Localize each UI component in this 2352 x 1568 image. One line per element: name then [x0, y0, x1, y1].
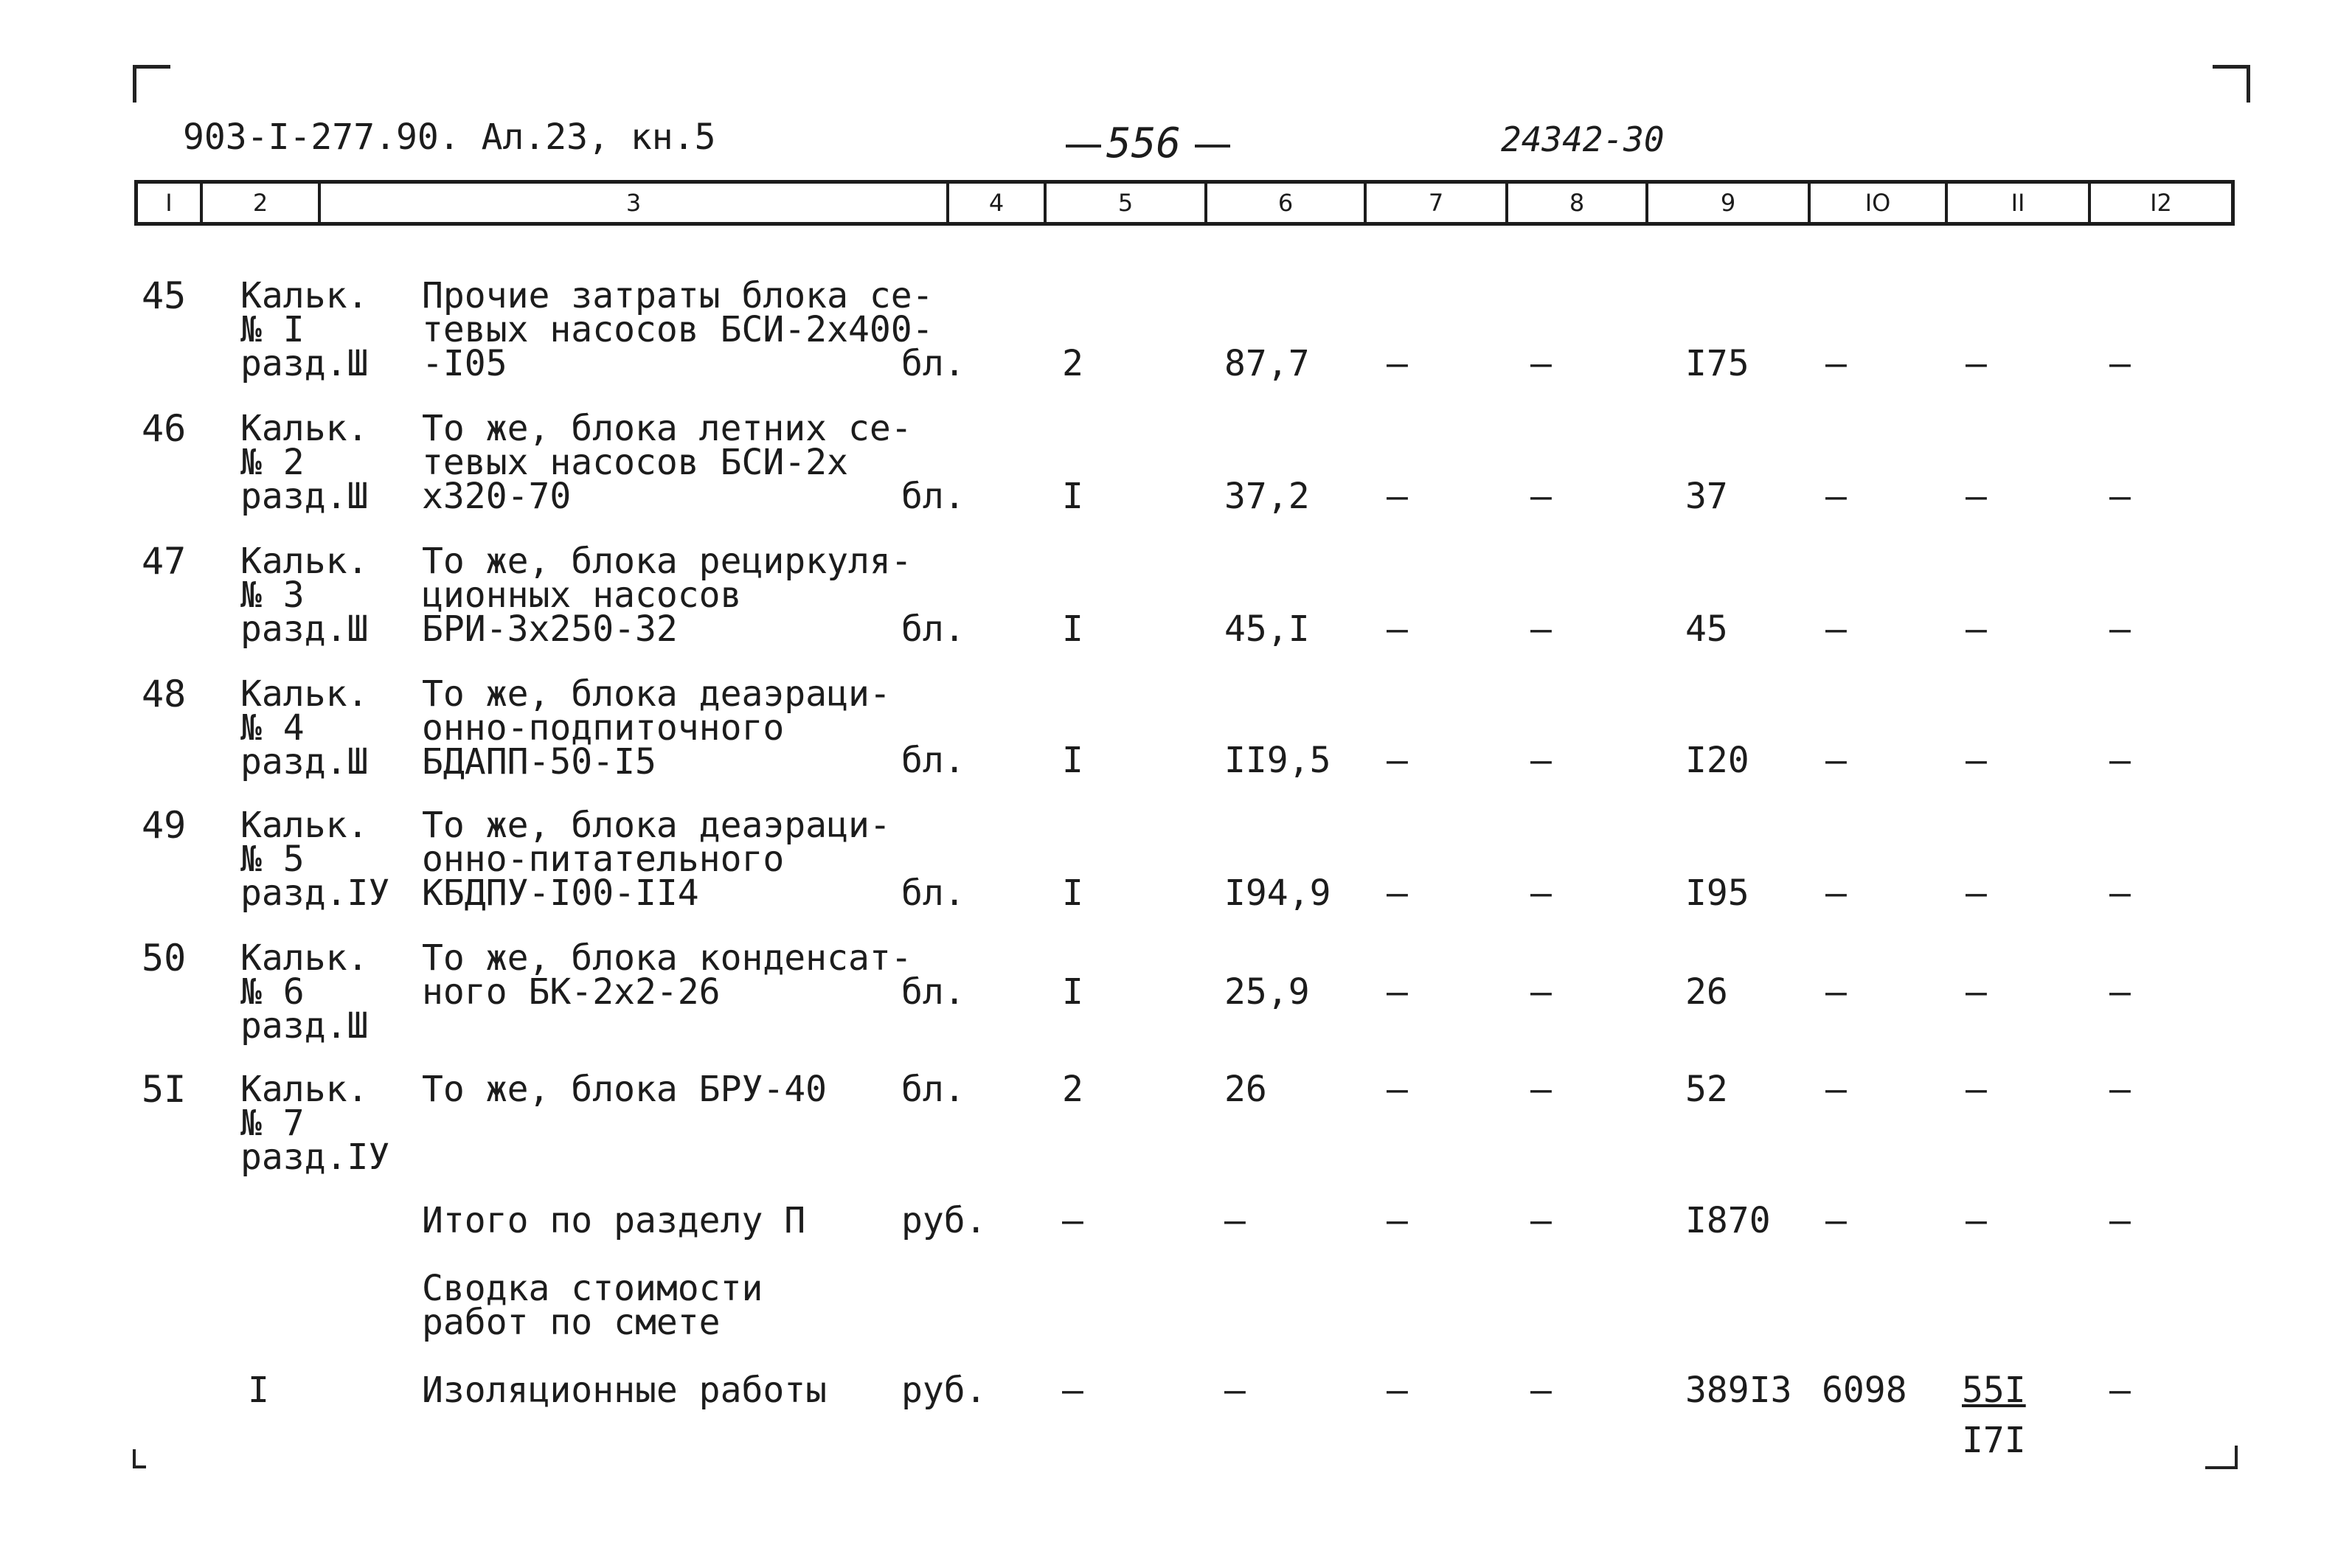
- page-number-dash-left: [1066, 145, 1101, 148]
- quantity: I: [1062, 740, 1083, 781]
- col11-value-bottom: I7I: [1962, 1420, 2026, 1461]
- total-value: 389I3: [1685, 1370, 1792, 1411]
- col12-value: –: [2109, 608, 2131, 650]
- column-number-3: 3: [318, 184, 946, 222]
- quantity: I: [1062, 873, 1083, 914]
- summary-item-number: I: [248, 1370, 269, 1411]
- col12-value: –: [2109, 476, 2131, 517]
- quantity: –: [1062, 1200, 1083, 1241]
- quantity: 2: [1062, 343, 1083, 384]
- col10-value: –: [1825, 1069, 1847, 1110]
- col12-value: –: [2109, 740, 2131, 781]
- column-number-8: 8: [1505, 184, 1645, 222]
- total-value: I20: [1685, 740, 1749, 781]
- calculation-reference: Кальк. № 4 разд.Ш: [240, 673, 369, 783]
- col11-value: –: [1966, 873, 1987, 914]
- unit-price: 37,2: [1224, 476, 1310, 517]
- calculation-reference: Кальк. № 3 разд.Ш: [240, 541, 369, 650]
- total-value: I95: [1685, 873, 1749, 914]
- crop-mark-bottom-right: [2205, 1446, 2238, 1469]
- summary-item-label: Изоляционные работы: [422, 1370, 828, 1411]
- col12-value: –: [2109, 1370, 2131, 1411]
- column-number-6: 6: [1204, 184, 1364, 222]
- item-description: То же, блока деаэраци- онно-подпиточного БДАПП-50-I5: [422, 673, 891, 783]
- quantity: I: [1062, 476, 1083, 517]
- quantity: I: [1062, 608, 1083, 650]
- unit: руб.: [901, 1370, 987, 1411]
- page-number-dash-right: [1195, 145, 1230, 148]
- column-number-5: 5: [1044, 184, 1204, 222]
- crop-mark-top-right: [2213, 65, 2250, 103]
- section-total-label: Итого по разделу П: [422, 1200, 806, 1241]
- unit: бл.: [901, 1069, 965, 1110]
- col7-value: –: [1387, 343, 1408, 384]
- unit: бл.: [901, 971, 965, 1013]
- col11-value: –: [1966, 1069, 1987, 1110]
- total-value: 26: [1685, 971, 1728, 1013]
- row-number: 46: [142, 407, 187, 450]
- col10-value: –: [1825, 1200, 1847, 1241]
- col10-value: –: [1825, 343, 1847, 384]
- col11-value: –: [1966, 476, 1987, 517]
- quantity: 2: [1062, 1069, 1083, 1110]
- col10-value: –: [1825, 740, 1847, 781]
- col10-value: –: [1825, 476, 1847, 517]
- col12-value: –: [2109, 1200, 2131, 1241]
- total-value: 45: [1685, 608, 1728, 650]
- col7-value: –: [1387, 873, 1408, 914]
- column-number-2: 2: [200, 184, 318, 222]
- unit-price: 25,9: [1224, 971, 1310, 1013]
- quantity: –: [1062, 1370, 1083, 1411]
- inventory-number: 24342-30: [1501, 119, 1665, 159]
- col7-value: –: [1387, 971, 1408, 1013]
- total-value: I75: [1685, 343, 1749, 384]
- row-number: 47: [142, 540, 187, 583]
- col11-value: –: [1966, 608, 1987, 650]
- col8-value: –: [1530, 608, 1552, 650]
- calculation-reference: Кальк. № 5 разд.IУ: [240, 805, 390, 914]
- col7-value: –: [1387, 1069, 1408, 1110]
- col12-value: –: [2109, 343, 2131, 384]
- col8-value: –: [1530, 1069, 1552, 1110]
- col7-value: –: [1387, 740, 1408, 781]
- col12-value: –: [2109, 971, 2131, 1013]
- crop-mark-top-left: [133, 65, 170, 103]
- document-code: 903-I-277.90. Ал.23, кн.5: [183, 117, 716, 158]
- col8-value: –: [1530, 740, 1552, 781]
- row-number: 48: [142, 673, 187, 715]
- column-number-12: I2: [2088, 184, 2231, 222]
- crop-mark-bottom-left: [133, 1449, 146, 1468]
- item-description: То же, блока летних се- тевых насосов БСИ-2х х320-70: [422, 408, 912, 517]
- col11-value: –: [1966, 343, 1987, 384]
- unit: бл.: [901, 608, 965, 650]
- unit-price: –: [1224, 1370, 1246, 1411]
- col7-value: –: [1387, 608, 1408, 650]
- calculation-reference: Кальк. № 2 разд.Ш: [240, 408, 369, 517]
- row-number: 49: [142, 804, 187, 847]
- column-number-4: 4: [946, 184, 1044, 222]
- calculation-reference: Кальк. № I разд.Ш: [240, 275, 369, 384]
- total-value: I870: [1685, 1200, 1771, 1241]
- column-number-1: I: [165, 189, 173, 217]
- col11-value-top: 55I: [1962, 1370, 2026, 1411]
- col10-value: –: [1825, 971, 1847, 1013]
- col8-value: –: [1530, 873, 1552, 914]
- unit: бл.: [901, 740, 965, 781]
- column-number-7: 7: [1364, 184, 1505, 222]
- total-value: 52: [1685, 1069, 1728, 1110]
- unit-price: 26: [1224, 1069, 1267, 1110]
- page-number: 556: [1106, 119, 1182, 167]
- col8-value: –: [1530, 1200, 1552, 1241]
- unit-price: 45,I: [1224, 608, 1310, 650]
- item-description: То же, блока БРУ-40: [422, 1069, 828, 1110]
- calculation-reference: Кальк. № 6 разд.Ш: [240, 937, 369, 1047]
- col8-value: –: [1530, 476, 1552, 517]
- col10-value: –: [1825, 608, 1847, 650]
- unit: бл.: [901, 873, 965, 914]
- col8-value: –: [1530, 343, 1552, 384]
- unit-price: II9,5: [1224, 740, 1331, 781]
- item-description: Прочие затраты блока се- тевых насосов БСИ-2х400- -I05: [422, 275, 934, 384]
- row-number: 5I: [142, 1068, 187, 1111]
- col7-value: –: [1387, 476, 1408, 517]
- col12-value: –: [2109, 873, 2131, 914]
- unit-price: 87,7: [1224, 343, 1310, 384]
- unit: бл.: [901, 343, 965, 384]
- item-description: То же, блока рециркуля- ционных насосов БРИ-3х250-32: [422, 541, 912, 650]
- col11-value: –: [1966, 740, 1987, 781]
- quantity: I: [1062, 971, 1083, 1013]
- unit: руб.: [901, 1200, 987, 1241]
- column-number-9: 9: [1645, 184, 1808, 222]
- column-number-header: [134, 180, 2235, 226]
- col12-value: –: [2109, 1069, 2131, 1110]
- col7-value: –: [1387, 1370, 1408, 1411]
- unit-price: –: [1224, 1200, 1246, 1241]
- col10-value: –: [1825, 873, 1847, 914]
- summary-heading: Сводка стоимости работ по смете: [422, 1268, 763, 1343]
- col10-value: 6098: [1822, 1370, 1907, 1411]
- row-number: 45: [142, 274, 187, 317]
- col8-value: –: [1530, 971, 1552, 1013]
- column-number-10: IO: [1808, 184, 1945, 222]
- col8-value: –: [1530, 1370, 1552, 1411]
- calculation-reference: Кальк. № 7 разд.IУ: [240, 1069, 390, 1178]
- item-description: То же, блока деаэраци- онно-питательного КБДПУ-I00-II4: [422, 805, 891, 914]
- col11-value: –: [1966, 1200, 1987, 1241]
- total-value: 37: [1685, 476, 1728, 517]
- col11-value: –: [1966, 971, 1987, 1013]
- unit: бл.: [901, 476, 965, 517]
- col7-value: –: [1387, 1200, 1408, 1241]
- row-number: 50: [142, 937, 187, 979]
- item-description: То же, блока конденсат- ного БК-2х2-26: [422, 937, 912, 1013]
- column-number-11: II: [1945, 184, 2088, 222]
- unit-price: I94,9: [1224, 873, 1331, 914]
